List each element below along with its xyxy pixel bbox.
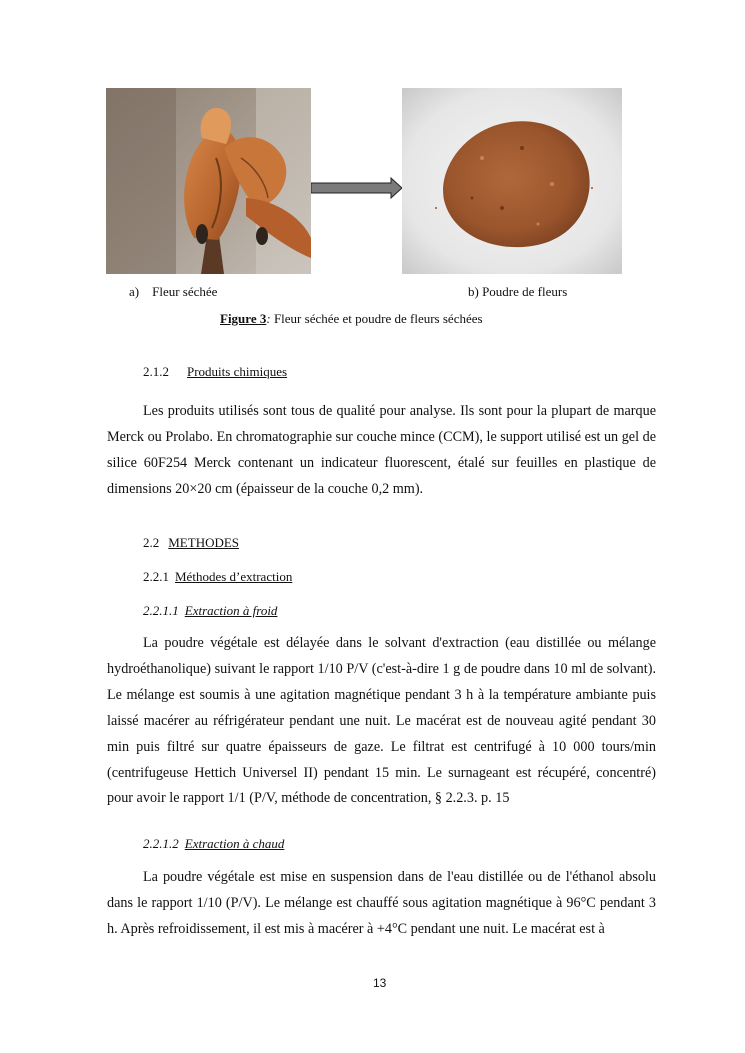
heading-number: 2.2.1 <box>143 569 169 584</box>
heading-2-2-1-2 <box>143 836 284 852</box>
heading-2-2-1 <box>143 569 292 585</box>
paragraph-extraction-chaud: La poudre végétale est mise en suspension dans de l'eau distillée ou de l'éthanol absolu dans le rapport 1/10 (P/V). Le mélange est chauffé sous agitation magnétique à 96°C pendant 3 h. Après refroidissement, il est mis à macérer à +4°C pendant une nuit. Le macérat est à <box>107 869 656 937</box>
heading-number: 2.2.1.2 <box>143 836 179 851</box>
figure-label-sep: : <box>266 311 271 326</box>
figure-caption-text: Fleur séchée et poudre de fleurs séchées <box>270 311 483 326</box>
dried-flower-image <box>106 88 311 274</box>
heading-title: Produits chimiques <box>187 364 288 379</box>
page-number: 13 <box>373 976 387 990</box>
heading-2-2-1-1 <box>143 603 277 619</box>
heading-title: Méthodes d’extraction <box>175 569 293 584</box>
heading-title: METHODES <box>168 535 240 550</box>
heading-number: 2.2 <box>143 535 160 550</box>
flower-powder-image <box>402 88 622 274</box>
heading-2-2 <box>143 535 239 551</box>
heading-2-1-2 <box>143 364 287 380</box>
figure-label: Figure 3 <box>220 311 267 326</box>
flower-powder-illustration <box>402 88 622 274</box>
paragraph-extraction-froid: La poudre végétale est délayée dans le solvant d'extraction (eau distillée ou mélange hydroéthanolique) suivant le rapport 1/10 P/V (c'est-à-dire 1 g de poudre dans 10 ml de solvant). Le mélange est soumis à une agitation magnétique pendant 3 h à la température ambiante puis laissé macérer au réfrigérateur pendant une nuit. Le macérat est de nouveau agité pendant 30 min puis filtré sur quatre épaisseurs de gaze. Le filtrat est centrifugé à 10 000 tours/min (centrifugeuse Hettich Universel II) pendant 15 min. Le surnageant est récupéré, concentré) pour avoir le rapport 1/1 (P/V, méthode de concentration, § 2.2.3. p. 15 <box>107 635 656 807</box>
heading-title: Extraction à chaud <box>184 836 285 851</box>
heading-number: 2.1.2 <box>143 364 169 379</box>
figure-caption <box>220 311 483 327</box>
caption-b: b) Poudre de fleurs <box>468 284 568 299</box>
paragraph-produits: Les produits utilisés sont tous de qualité pour analyse. Ils sont pour la plupart de marque Merck ou Prolabo. En chromatographie sur couche mince (CCM), le support utilisé est un gel de silice 60F254 Merck contenant un indicateur fluorescent, étalé sur feuilles en plastique de dimensions 20×20 cm (épaisseur de la couche 0,2 mm). <box>107 403 656 497</box>
right-arrow-icon <box>311 177 403 199</box>
caption-a: a) Fleur séchée <box>129 284 218 299</box>
dried-flower-illustration <box>106 88 311 274</box>
heading-title: Extraction à froid <box>184 603 278 618</box>
heading-number: 2.2.1.1 <box>143 603 179 618</box>
